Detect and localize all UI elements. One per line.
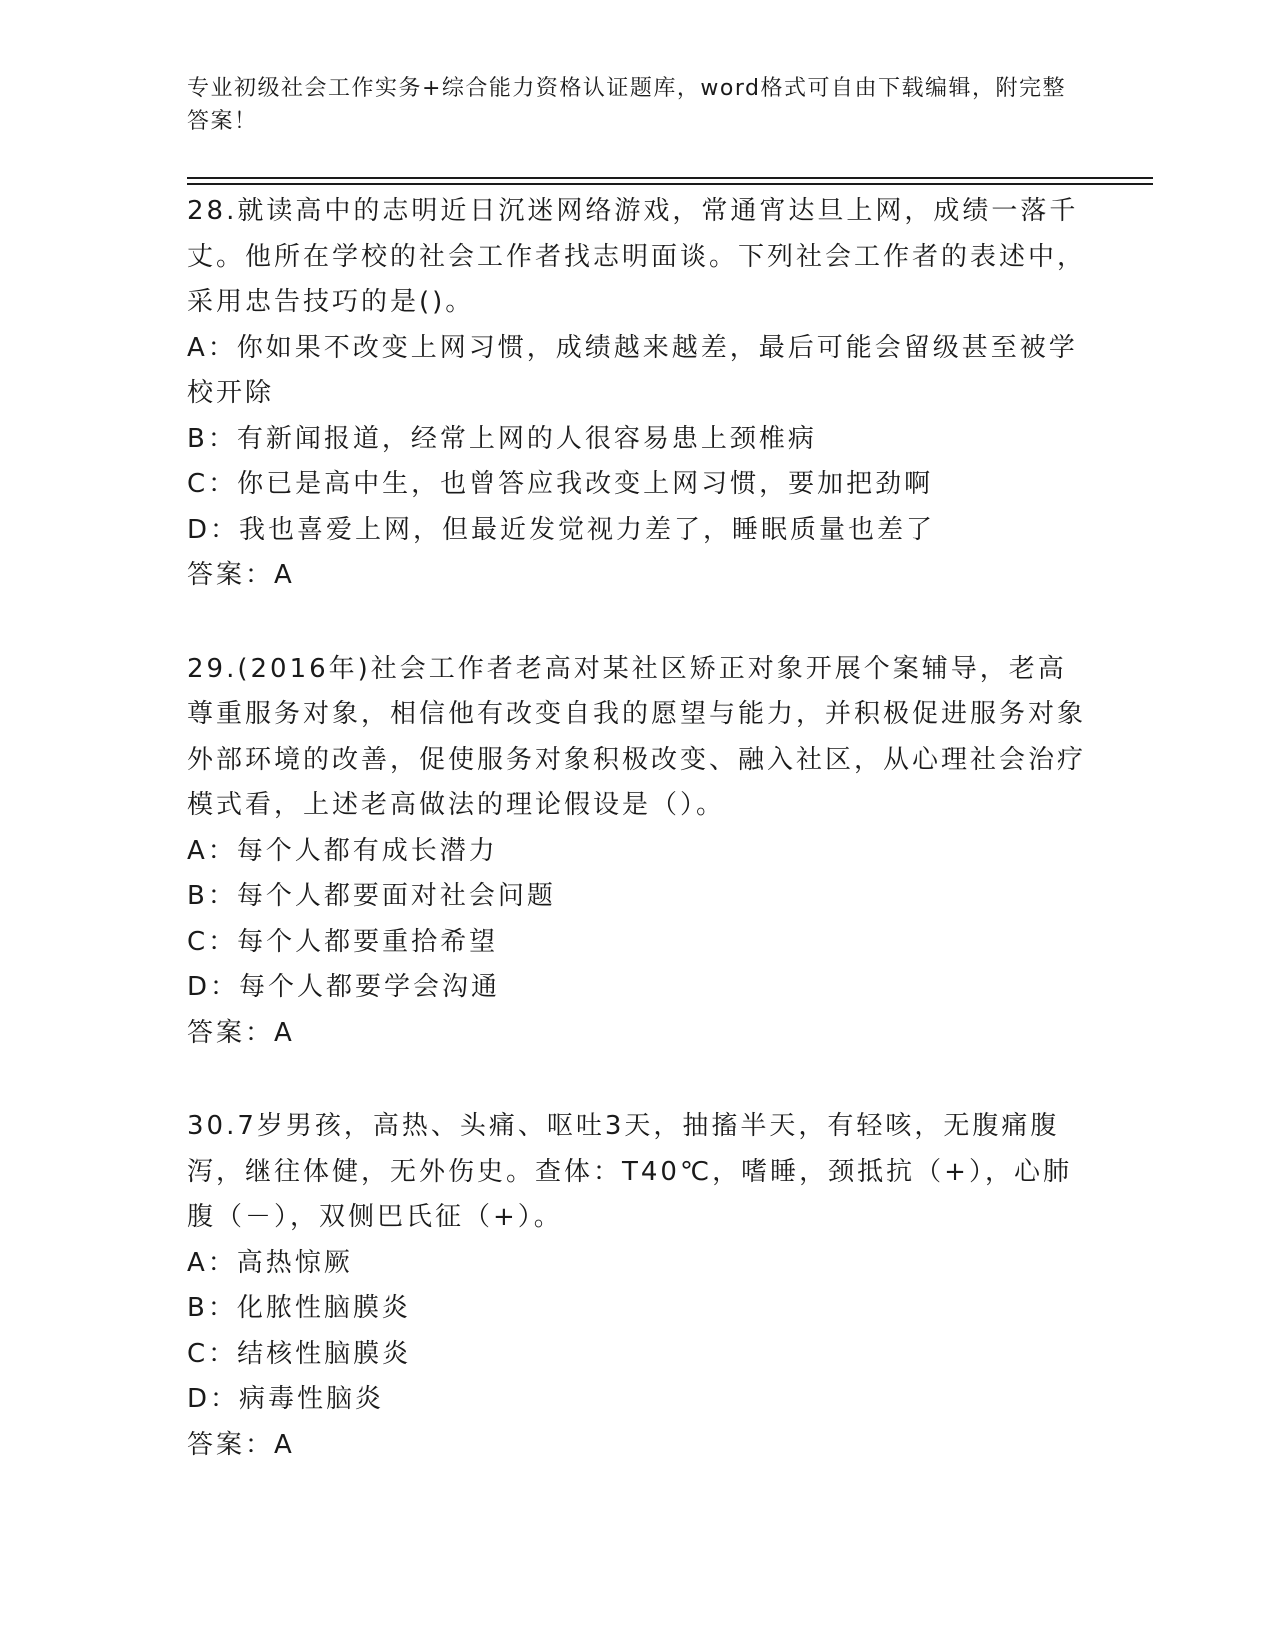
header-divider-bottom [187, 183, 1153, 185]
answer-line: 答案：A [187, 560, 295, 590]
question-list [187, 186, 1087, 1468]
question-gap [187, 1056, 1087, 1101]
option-a: A：你如果不改变上网习惯，成绩越来越差，最后可能会留级甚至被学校开除 [187, 332, 1078, 408]
question-29 [187, 647, 1087, 1057]
question-stem: 30.7岁男孩，高热、头痛、呕吐3天，抽搐半天，有轻咳，无腹痛腹泻，继往体健，无外伤史。查体：T40℃，嗜睡，颈抵抗（+），心肺腹（－），双侧巴氏征（+）。 [187, 1111, 1072, 1232]
option-d: D：我也喜爱上网，但最近发觉视力差了，睡眠质量也差了 [187, 514, 936, 545]
option-c: C：每个人都要重拾希望 [187, 926, 499, 957]
option-a: A：高热惊厥 [187, 1247, 353, 1278]
question-28 [187, 189, 1087, 599]
question-stem: 28.就读高中的志明近日沉迷网络游戏，常通宵达旦上网，成绩一落千丈。他所在学校的社会工作者找志明面谈。下列社会工作者的表述中，采用忠告技巧的是()。 [187, 196, 1087, 317]
answer-line: 答案：A [187, 1429, 295, 1460]
option-a: A：每个人都有成长潜力 [187, 835, 498, 866]
header-divider-top [187, 177, 1153, 179]
option-b: B：有新闻报道，经常上网的人很容易患上颈椎病 [187, 423, 817, 454]
option-c: C：你已是高中生，也曾答应我改变上网习惯，要加把劲啊 [187, 469, 934, 499]
option-b: B：每个人都要面对社会问题 [187, 881, 556, 911]
question-30 [187, 1104, 1087, 1468]
answer-line: 答案：A [187, 1017, 295, 1048]
document-header: 专业初级社会工作实务+综合能力资格认证题库，word格式可自由下载编辑，附完整答案！ [187, 76, 1067, 134]
question-stem: 29.(2016年)社会工作者老高对某社区矫正对象开展个案辅导，老高尊重服务对象，相信他有改变自我的愿望与能力，并积极促进服务对象外部环境的改善，促使服务对象积极改变、融入社区，从心理社会治疗模式看，上述老高做法的理论假设是（）。 [187, 653, 1087, 820]
question-gap [187, 599, 1087, 644]
option-d: D：病毒性脑炎 [187, 1384, 385, 1414]
option-c: C：结核性脑膜炎 [187, 1338, 412, 1369]
option-b: B：化脓性脑膜炎 [187, 1293, 411, 1323]
option-d: D：每个人都要学会沟通 [187, 972, 501, 1002]
